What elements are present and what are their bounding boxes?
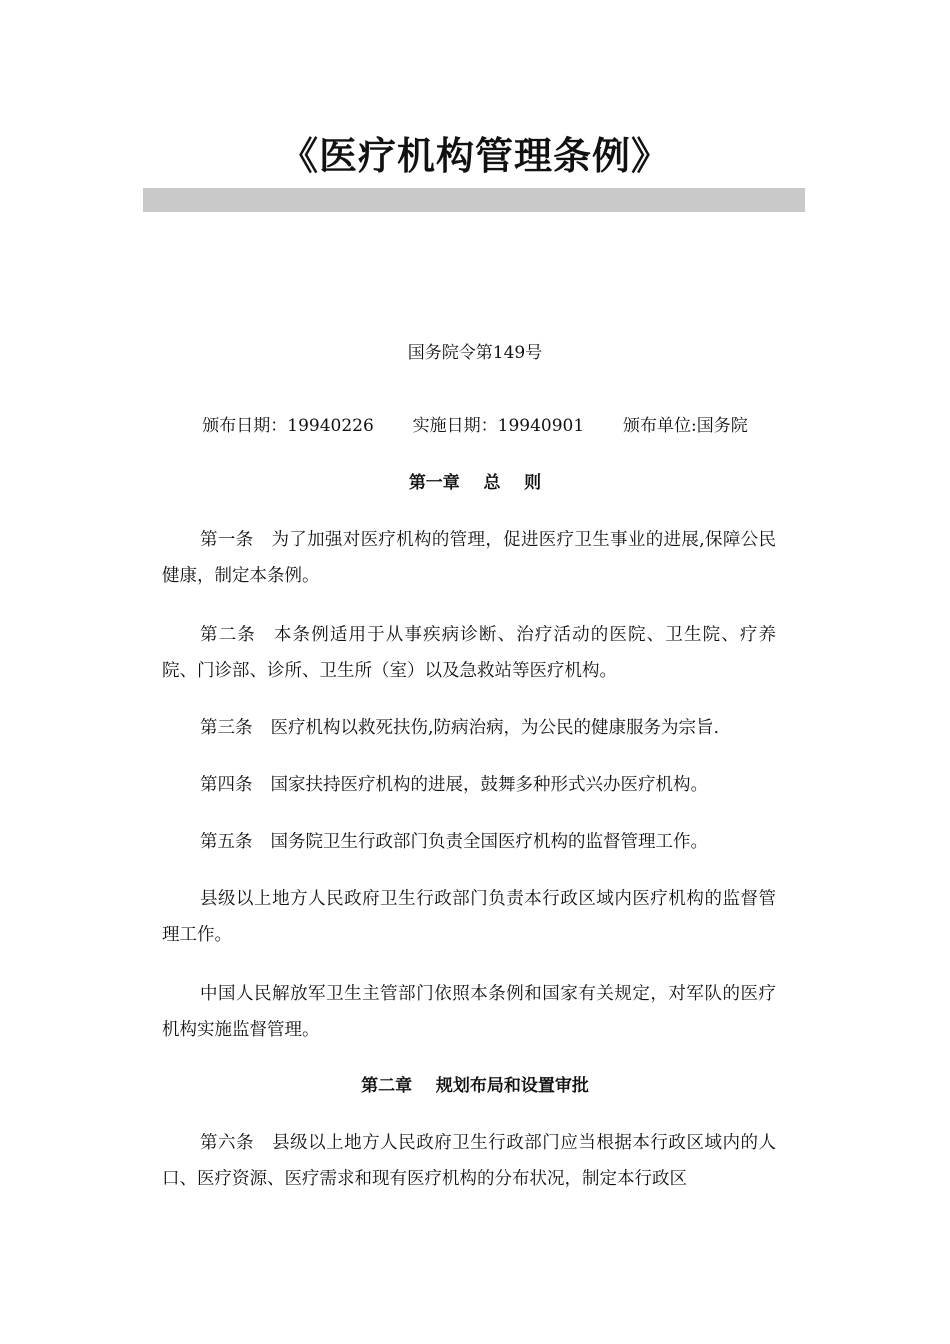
article-number: 第四条 [200, 775, 253, 795]
issuing-unit: 颁布单位:国务院 [622, 416, 748, 436]
article-text: 本条例适用于从事疾病诊断、治疗活动的医院、卫生院、疗养院、门诊部、诊所、卫生所（室）以及急救站等医疗机构。 [162, 625, 777, 681]
article-text: 国务院卫生行政部门负责全国医疗机构的监督管理工作。 [270, 832, 708, 852]
document-title: 《医疗机构管理条例》 [279, 134, 670, 178]
article-number: 第二条 [200, 625, 256, 645]
chapter-heading: 第二章 规划布局和设置审批 [361, 1076, 589, 1096]
article-text: 县级以上地方人民政府卫生行政部门应当根据本行政区域内的人口、医疗资源、医疗需求和现有医疗机构的分布状况，制定本行政区 [162, 1133, 777, 1189]
chapter-heading: 第一章 总 则 [408, 473, 542, 493]
article-number: 第六条 [200, 1133, 255, 1153]
paragraph-text: 中国人民解放军卫生主管部门依照本条例和国家有关规定，对军队的医疗机构实施监督管理。 [162, 984, 776, 1040]
article-number: 第五条 [200, 832, 253, 852]
article-text: 为了加强对医疗机构的管理，促进医疗卫生事业的进展,保障公民健康，制定本条例。 [162, 530, 777, 586]
paragraph-text: 县级以上地方人民政府卫生行政部门负责本行政区域内医疗机构的监督管理工作。 [162, 889, 776, 945]
body-paragraph [162, 976, 776, 1048]
document-meta-line [0, 413, 950, 439]
effective-date: 实施日期：19940901 [412, 416, 585, 436]
order-number: 国务院令第149号 [407, 343, 543, 363]
article-paragraph [162, 824, 776, 860]
article-paragraph [162, 617, 776, 689]
body-paragraph [162, 881, 776, 953]
article-paragraph [162, 522, 776, 594]
article-paragraph [162, 710, 776, 746]
promulgation-date: 颁布日期：19940226 [202, 416, 374, 436]
article-paragraph [162, 767, 776, 803]
article-text: 医疗机构以救死扶伤,防病治病，为公民的健康服务为宗旨. [270, 718, 720, 738]
article-text: 国家扶持医疗机构的进展，鼓舞多种形式兴办医疗机构。 [270, 775, 708, 795]
article-number: 第一条 [200, 530, 254, 550]
title-underline-bar [143, 188, 805, 212]
article-number: 第三条 [200, 718, 253, 738]
article-paragraph [162, 1125, 776, 1197]
